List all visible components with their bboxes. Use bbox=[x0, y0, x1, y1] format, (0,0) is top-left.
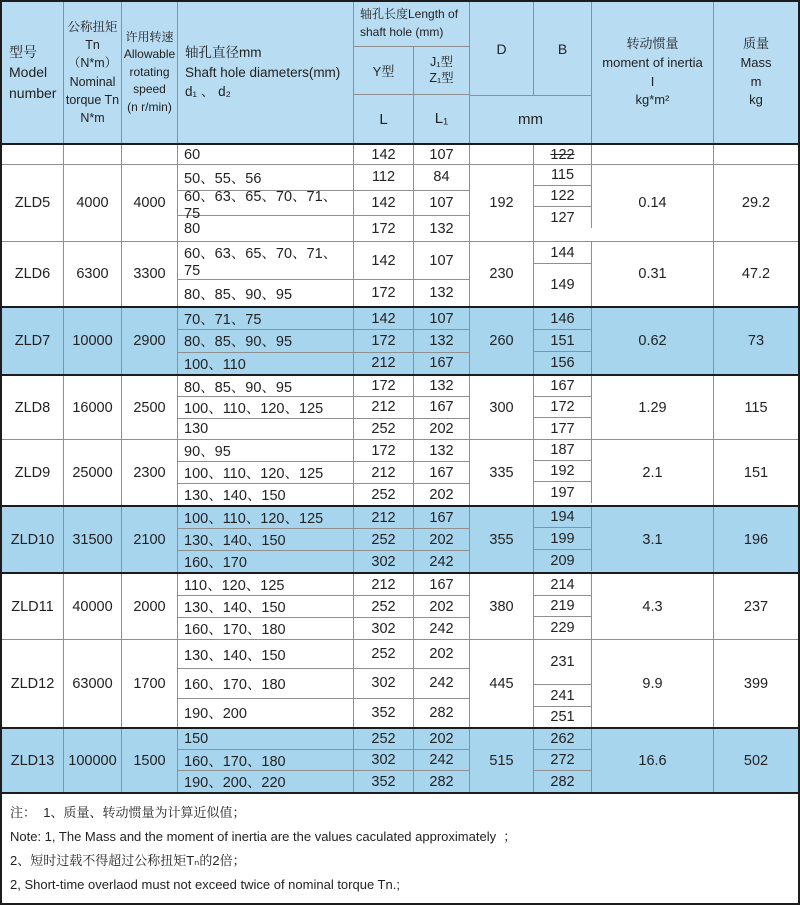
length-L1-cell: 242 bbox=[414, 669, 470, 697]
dimension-D-cell: 230 bbox=[470, 242, 534, 306]
length-L-cell: 252 bbox=[354, 529, 414, 550]
speed-cell: 2300 bbox=[122, 440, 178, 505]
header-line: kg*m² bbox=[635, 92, 670, 108]
model-cell: ZLD5 bbox=[2, 165, 64, 241]
length-L1-cell: 202 bbox=[414, 596, 470, 617]
header-line: d₁ 、 d₂ bbox=[185, 84, 231, 100]
header-line: Allowable bbox=[123, 47, 176, 62]
shaft-length-rows bbox=[178, 640, 470, 727]
shaft-row bbox=[178, 353, 470, 374]
length-L1-cell: 167 bbox=[414, 507, 470, 528]
length-L-cell: 172 bbox=[354, 440, 414, 461]
header-line: I bbox=[650, 73, 655, 89]
model-cell: ZLD8 bbox=[2, 376, 64, 439]
header-line: Y型 bbox=[372, 64, 395, 79]
torque-cell: 40000 bbox=[64, 574, 122, 639]
shaft-row bbox=[178, 699, 470, 727]
shaft-row bbox=[178, 462, 470, 484]
length-L1-cell: 242 bbox=[414, 551, 470, 572]
shaft-diameters-cell: 110、120、125 bbox=[178, 574, 354, 595]
dimension-D-cell: 192 bbox=[470, 165, 534, 241]
dimension-B-cell: 172 bbox=[534, 397, 592, 418]
table-notes bbox=[2, 794, 798, 903]
shaft-diameters-cell: 100、110、120、125 bbox=[178, 397, 354, 417]
shaft-length-rows bbox=[178, 440, 470, 505]
length-L1-cell: 167 bbox=[414, 397, 470, 417]
header-line: kg bbox=[749, 92, 763, 108]
header-y-type bbox=[354, 47, 414, 95]
note-cn-2: 2、短时过载不得超过公称扭矩Tₙ的2倍； bbox=[10, 853, 246, 868]
dimension-D-cell: 335 bbox=[470, 440, 534, 505]
header-j1z1-type bbox=[414, 47, 470, 95]
shaft-row bbox=[178, 750, 470, 771]
length-L-cell: 172 bbox=[354, 216, 414, 241]
shaft-diameters-cell: 130、140、150 bbox=[178, 640, 354, 668]
shaft-row bbox=[178, 188, 470, 222]
dimension-B-column bbox=[534, 729, 592, 792]
length-L1-cell: 202 bbox=[414, 529, 470, 550]
dimension-D-cell: 355 bbox=[470, 507, 534, 572]
length-L-cell: 212 bbox=[354, 353, 414, 374]
length-L1-cell: 202 bbox=[414, 729, 470, 749]
length-L-cell: 142 bbox=[354, 145, 414, 164]
dimension-B-cell: 115 bbox=[534, 165, 592, 186]
header-line: shaft hole (mm) bbox=[360, 25, 444, 39]
model-cell: ZLD9 bbox=[2, 440, 64, 505]
dimension-B-cell: 219 bbox=[534, 596, 592, 617]
length-L-cell: 352 bbox=[354, 771, 414, 792]
shaft-diameters-cell: 70、71、75 bbox=[178, 308, 354, 329]
shaft-diameters-cell: 190、200、220 bbox=[178, 771, 354, 792]
dimension-B-column bbox=[534, 165, 592, 241]
length-L-cell: 212 bbox=[354, 574, 414, 595]
dimension-B-cell: 272 bbox=[534, 750, 592, 771]
speed-cell: 2900 bbox=[122, 308, 178, 374]
mass-cell: 73 bbox=[747, 333, 765, 349]
note-en-1: Note: 1, The Mass and the moment of inertia are the values caculated approximately ； bbox=[10, 829, 517, 844]
header-line: 轴孔直径mm bbox=[185, 45, 262, 61]
shaft-row bbox=[178, 397, 470, 418]
header-db-group bbox=[470, 2, 592, 143]
length-L1-cell: 202 bbox=[414, 484, 470, 505]
speed-cell bbox=[122, 145, 178, 164]
table-block bbox=[2, 306, 798, 376]
mass-cell bbox=[714, 145, 798, 164]
shaft-row bbox=[178, 330, 470, 352]
mass-cell: 502 bbox=[743, 752, 769, 769]
shaft-row bbox=[178, 771, 470, 792]
length-L-cell: 212 bbox=[354, 397, 414, 417]
length-L-cell: 112 bbox=[354, 165, 414, 190]
table-block bbox=[2, 165, 798, 242]
table-block bbox=[2, 640, 798, 728]
note-en-2: 2, Short-time overlaod must not exceed twice of nominal torque Tn.; bbox=[10, 877, 400, 892]
shaft-row bbox=[178, 729, 470, 750]
table-block bbox=[2, 574, 798, 640]
shaft-row bbox=[178, 308, 470, 330]
shaft-row bbox=[178, 507, 470, 529]
speed-cell: 2000 bbox=[122, 574, 178, 639]
shaft-row bbox=[178, 640, 470, 669]
dimension-B-cell: 282 bbox=[534, 771, 592, 792]
shaft-diameters-cell: 50、55、56 bbox=[178, 165, 354, 190]
dimension-B-cell: 209 bbox=[534, 550, 592, 571]
dimension-B-column bbox=[534, 440, 592, 505]
model-cell: ZLD6 bbox=[2, 242, 64, 306]
length-L-cell: 142 bbox=[354, 191, 414, 216]
torque-cell: 63000 bbox=[64, 640, 122, 727]
torque-cell: 4000 bbox=[64, 165, 122, 241]
shaft-row bbox=[178, 574, 470, 596]
length-L1-cell: 132 bbox=[414, 216, 470, 241]
shaft-diameters-cell: 60、63、65、70、71、75 bbox=[178, 242, 354, 279]
shaft-diameters-cell: 160、170、180 bbox=[178, 618, 354, 639]
length-L-cell: 302 bbox=[354, 551, 414, 572]
dimension-B-cell: 144 bbox=[534, 242, 592, 264]
shaft-diameters-cell: 80、85、90、95 bbox=[178, 330, 354, 351]
note-cn-1: 注： 1、质量、转动惯量为计算近似值； bbox=[10, 805, 246, 820]
header-line: (n r/min) bbox=[127, 99, 172, 114]
header-B bbox=[534, 2, 592, 95]
table-body bbox=[2, 145, 798, 794]
inertia-cell: 0.14 bbox=[592, 165, 714, 241]
header-shaft-hole-length-group bbox=[354, 2, 470, 143]
length-L-cell: 142 bbox=[354, 242, 414, 279]
length-L-cell: 172 bbox=[354, 330, 414, 351]
mass-cell: 151 bbox=[743, 464, 769, 481]
shaft-length-rows bbox=[178, 574, 470, 639]
dimension-B-cell: 241 bbox=[534, 685, 592, 707]
shaft-row bbox=[178, 551, 470, 572]
dimension-B-cell: 214 bbox=[534, 574, 592, 596]
header-shaft-hole-length bbox=[354, 2, 470, 47]
header-line: L bbox=[379, 110, 388, 128]
header-line: 转动惯量 bbox=[626, 35, 679, 51]
dimension-B-cell: 167 bbox=[534, 376, 592, 397]
inertia-cell: 2.1 bbox=[592, 440, 714, 505]
length-L1-cell: 132 bbox=[414, 376, 470, 396]
dimension-B-cell: 229 bbox=[534, 617, 592, 639]
header-line: 轴孔长度Length of bbox=[360, 7, 459, 21]
dimension-B-cell: 127 bbox=[534, 207, 592, 228]
length-L1-cell: 107 bbox=[414, 242, 470, 279]
torque-cell bbox=[64, 145, 122, 164]
dimension-B-cell: 194 bbox=[534, 507, 592, 528]
mass-cell: 196 bbox=[743, 531, 769, 548]
dimension-B-cell: 146 bbox=[534, 308, 592, 330]
table-block bbox=[2, 376, 798, 440]
length-L1-cell: 84 bbox=[414, 165, 470, 190]
shaft-row bbox=[178, 440, 470, 462]
length-L1-cell: 167 bbox=[414, 574, 470, 595]
length-L-cell: 352 bbox=[354, 699, 414, 727]
length-L1-cell: 242 bbox=[414, 618, 470, 639]
mass-cell: 29.2 bbox=[741, 195, 771, 211]
inertia-cell: 0.62 bbox=[592, 308, 714, 374]
dimension-B-cell: 156 bbox=[534, 352, 592, 374]
length-L-cell: 252 bbox=[354, 484, 414, 505]
shaft-diameters-cell: 90、95 bbox=[178, 440, 354, 461]
length-L-cell: 252 bbox=[354, 729, 414, 749]
header-allowable-speed bbox=[122, 2, 178, 143]
length-L1-cell: 107 bbox=[414, 145, 470, 164]
model-cell: ZLD7 bbox=[2, 308, 64, 374]
header-line: Nominal bbox=[69, 74, 116, 89]
shaft-diameters-cell: 80、85、90、95 bbox=[178, 376, 354, 396]
speed-cell: 2500 bbox=[122, 376, 178, 439]
header-L bbox=[354, 95, 414, 143]
header-line: N*m bbox=[80, 110, 105, 125]
length-L1-cell: 132 bbox=[414, 330, 470, 351]
shaft-diameters-cell: 130、140、150 bbox=[178, 484, 354, 505]
speed-cell: 3300 bbox=[122, 242, 178, 306]
length-L-cell: 212 bbox=[354, 507, 414, 528]
torque-cell: 100000 bbox=[64, 729, 122, 792]
shaft-diameters-cell: 100、110 bbox=[178, 353, 354, 374]
header-line: D bbox=[496, 40, 507, 57]
header-line: rotating bbox=[129, 64, 170, 79]
shaft-diameters-cell: 150 bbox=[178, 729, 354, 749]
shaft-diameters-cell: 80 bbox=[178, 216, 354, 241]
inertia-cell: 16.6 bbox=[592, 729, 714, 792]
shaft-diameters-cell: 160、170、180 bbox=[178, 750, 354, 770]
shaft-diameters-cell: 100、110、120、125 bbox=[178, 462, 354, 483]
length-L1-cell: 282 bbox=[414, 771, 470, 792]
inertia-cell: 1.29 bbox=[592, 376, 714, 439]
length-L-cell: 302 bbox=[354, 750, 414, 770]
header-mass bbox=[714, 2, 798, 143]
dimension-B-cell: 177 bbox=[534, 418, 592, 439]
shaft-diameters-cell: 60 bbox=[178, 145, 354, 164]
header-line: mm bbox=[518, 111, 543, 128]
speed-cell: 2100 bbox=[122, 507, 178, 572]
shaft-row bbox=[178, 419, 470, 439]
mass-cell: 47.2 bbox=[741, 266, 771, 282]
shaft-row bbox=[178, 529, 470, 551]
header-line: Tn（N*m） bbox=[67, 38, 118, 71]
torque-cell: 25000 bbox=[64, 440, 122, 505]
mass-cell: 115 bbox=[744, 399, 768, 416]
header-line: m bbox=[750, 73, 762, 89]
header-line: speed bbox=[133, 82, 166, 97]
header-D bbox=[470, 2, 534, 95]
header-line: number bbox=[9, 84, 57, 101]
torque-cell: 6300 bbox=[64, 242, 122, 306]
length-L-cell: 252 bbox=[354, 419, 414, 439]
model-cell: ZLD13 bbox=[2, 729, 64, 792]
length-L1-cell: 202 bbox=[414, 419, 470, 439]
torque-cell: 31500 bbox=[64, 507, 122, 572]
length-L-cell: 302 bbox=[354, 669, 414, 697]
shaft-row bbox=[178, 596, 470, 618]
header-mm-unit bbox=[470, 95, 592, 143]
header-line: J₁型 bbox=[430, 54, 453, 69]
dimension-B-cell: 122 bbox=[534, 186, 592, 207]
inertia-cell: 9.9 bbox=[592, 640, 714, 727]
length-L-cell: 172 bbox=[354, 280, 414, 306]
length-L1-cell: 167 bbox=[414, 462, 470, 483]
shaft-diameters-cell: 160、170 bbox=[178, 551, 354, 572]
shaft-row bbox=[178, 618, 470, 639]
shaft-diameters-cell: 130、140、150 bbox=[178, 596, 354, 617]
length-L1-cell: 107 bbox=[414, 308, 470, 329]
dimension-B-cell: 187 bbox=[534, 440, 592, 461]
header-line: Mass bbox=[740, 54, 772, 70]
speed-cell: 1500 bbox=[122, 729, 178, 792]
shaft-diameters-cell: 190、200 bbox=[178, 699, 354, 727]
shaft-diameters-cell: 160、170、180 bbox=[178, 669, 354, 697]
dimension-B-cell: 149 bbox=[534, 264, 592, 306]
dimension-D-cell: 445 bbox=[470, 640, 534, 727]
table-header bbox=[2, 2, 798, 145]
dimension-B-cell: 122 bbox=[534, 145, 592, 164]
length-L-cell: 142 bbox=[354, 308, 414, 329]
length-L1-cell: 167 bbox=[414, 353, 470, 374]
dimension-B-column bbox=[534, 640, 592, 727]
length-L-cell: 302 bbox=[354, 618, 414, 639]
shaft-row bbox=[178, 216, 470, 241]
header-L1 bbox=[414, 95, 470, 143]
header-model-number bbox=[2, 2, 64, 143]
model-cell: ZLD10 bbox=[2, 507, 64, 572]
table-block bbox=[2, 505, 798, 574]
length-L-cell: 172 bbox=[354, 376, 414, 396]
header-line: Shaft hole diameters(mm) bbox=[185, 64, 341, 80]
shaft-diameters-cell: 130 bbox=[178, 419, 354, 439]
shaft-length-rows bbox=[178, 729, 470, 792]
inertia-cell: 4.3 bbox=[592, 574, 714, 639]
length-L1-cell: 282 bbox=[414, 699, 470, 727]
shaft-row bbox=[178, 669, 470, 698]
length-L1-cell: 107 bbox=[414, 191, 470, 216]
dimension-D-cell: 300 bbox=[470, 376, 534, 439]
shaft-row bbox=[178, 376, 470, 397]
header-line: 公称扭矩 bbox=[67, 20, 118, 35]
shaft-diameters-cell: 80、85、90、95 bbox=[178, 280, 354, 306]
shaft-row bbox=[178, 484, 470, 505]
shaft-length-rows bbox=[178, 165, 470, 241]
header-line: 许用转速 bbox=[125, 30, 174, 45]
shaft-diameters-cell: 60、63、65、70、71、75 bbox=[178, 191, 354, 216]
dimension-B-cell: 192 bbox=[534, 461, 592, 482]
header-moment-of-inertia bbox=[592, 2, 714, 143]
table-block bbox=[2, 727, 798, 794]
shaft-length-rows bbox=[178, 308, 470, 374]
dimension-D-cell: 515 bbox=[470, 729, 534, 792]
dimension-B-cell: 251 bbox=[534, 707, 592, 727]
mass-cell: 237 bbox=[743, 598, 769, 615]
dimension-B-cell: 151 bbox=[534, 330, 592, 352]
length-L-cell: 212 bbox=[354, 462, 414, 483]
model-cell bbox=[2, 145, 64, 164]
dimension-B-cell: 197 bbox=[534, 482, 592, 503]
model-cell: ZLD11 bbox=[2, 574, 64, 639]
table-block bbox=[2, 145, 798, 165]
header-line: L₁ bbox=[434, 109, 449, 127]
dimension-D-cell bbox=[470, 145, 534, 164]
shaft-row bbox=[178, 242, 470, 280]
table-block bbox=[2, 242, 798, 307]
length-L1-cell: 132 bbox=[414, 280, 470, 306]
length-L1-cell: 132 bbox=[414, 440, 470, 461]
inertia-cell bbox=[592, 145, 714, 164]
length-L-cell: 252 bbox=[354, 596, 414, 617]
shaft-length-rows bbox=[178, 376, 470, 439]
torque-cell: 10000 bbox=[64, 308, 122, 374]
shaft-length-rows bbox=[178, 242, 470, 306]
inertia-cell: 0.31 bbox=[592, 242, 714, 306]
dimension-B-column bbox=[534, 507, 592, 572]
inertia-cell: 3.1 bbox=[592, 507, 714, 572]
header-line: torque Tn bbox=[65, 92, 120, 107]
torque-cell: 16000 bbox=[64, 376, 122, 439]
shaft-diameters-cell: 100、110、120、125 bbox=[178, 507, 354, 528]
header-line: 型号 bbox=[9, 44, 37, 61]
shaft-length-rows bbox=[178, 145, 470, 164]
shaft-row bbox=[178, 145, 470, 164]
header-line: 质量 bbox=[742, 35, 769, 51]
shaft-row bbox=[178, 280, 470, 306]
header-line: B bbox=[557, 40, 568, 57]
header-nominal-torque bbox=[64, 2, 122, 143]
dimension-B-column bbox=[534, 376, 592, 439]
dimension-B-cell: 231 bbox=[534, 640, 592, 685]
speed-cell: 1700 bbox=[122, 640, 178, 727]
header-line: moment of inertia bbox=[602, 54, 703, 70]
speed-cell: 4000 bbox=[122, 165, 178, 241]
length-L-cell: 252 bbox=[354, 640, 414, 668]
dimension-B-column bbox=[534, 242, 592, 306]
dimension-B-cell: 262 bbox=[534, 729, 592, 750]
header-line: Z₁型 bbox=[429, 70, 454, 85]
mass-cell: 399 bbox=[743, 675, 769, 692]
length-L1-cell: 202 bbox=[414, 640, 470, 668]
table-block bbox=[2, 440, 798, 506]
dimension-B-column bbox=[534, 308, 592, 374]
shaft-diameters-cell: 130、140、150 bbox=[178, 529, 354, 550]
header-line: Model bbox=[9, 64, 48, 81]
header-shaft-diameters bbox=[178, 2, 354, 143]
length-L1-cell: 242 bbox=[414, 750, 470, 770]
dimension-B-column bbox=[534, 145, 592, 164]
dimension-D-cell: 380 bbox=[470, 574, 534, 639]
shaft-length-rows bbox=[178, 507, 470, 572]
dimension-B-column bbox=[534, 574, 592, 639]
dimension-D-cell: 260 bbox=[470, 308, 534, 374]
dimension-B-cell: 199 bbox=[534, 528, 592, 550]
model-cell: ZLD12 bbox=[2, 640, 64, 727]
